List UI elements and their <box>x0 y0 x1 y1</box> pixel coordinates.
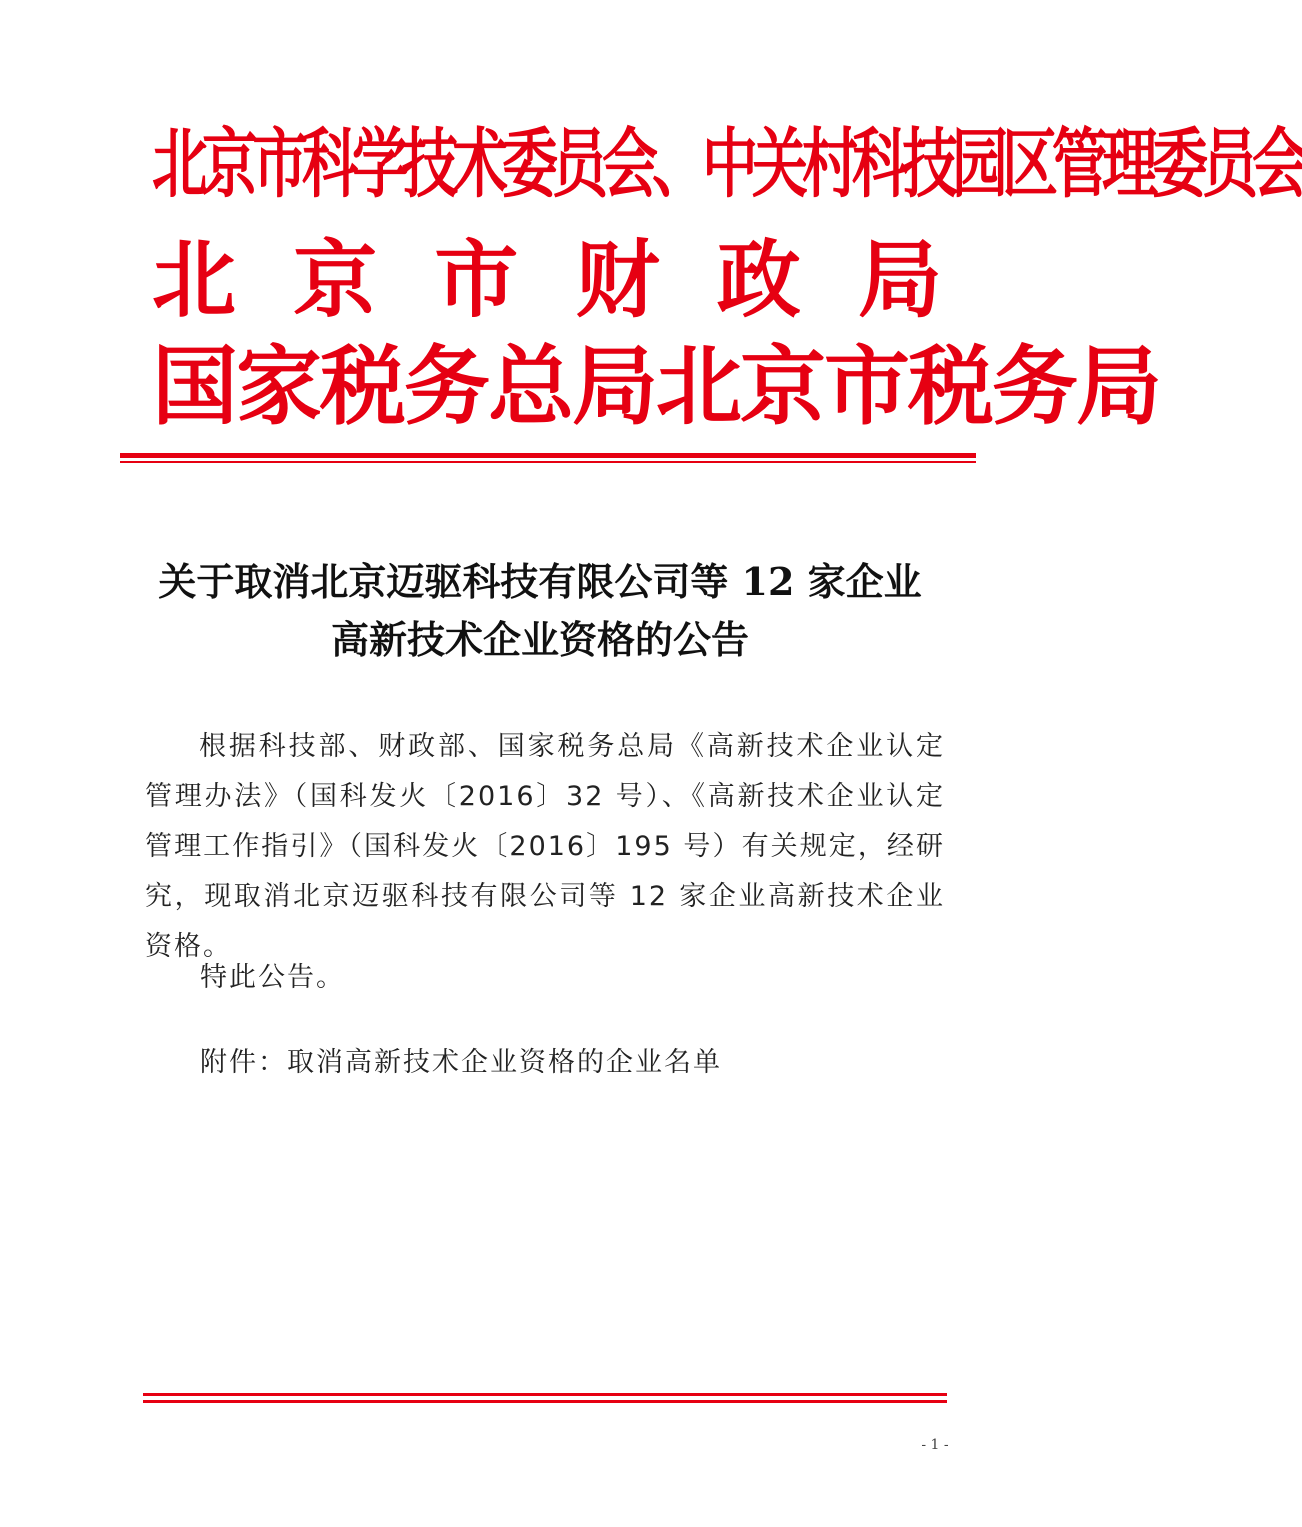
page-number: - 1 - <box>921 1437 949 1453</box>
footer-divider-thick <box>143 1393 947 1396</box>
issuer-header-char: 政 <box>716 231 801 329</box>
issuer-header-char: 北 <box>152 231 237 329</box>
notice-closing: 特此公告。 <box>200 962 345 993</box>
issuer-header-char: 京 <box>293 231 378 329</box>
issuer-header-line-1: 北京市科学技术委员会、中关村科技园区管理委员会 <box>152 121 1302 209</box>
issuer-header-char: 市 <box>434 231 519 329</box>
header-divider-thin <box>120 461 976 463</box>
issuer-header-line-2 <box>152 231 942 329</box>
attachment-line: 附件：取消高新技术企业资格的企业名单 <box>200 1047 722 1078</box>
issuer-header-char: 局 <box>857 231 942 329</box>
issuer-header-char: 财 <box>575 231 660 329</box>
footer-divider-thin <box>143 1400 947 1403</box>
issuer-header-line-3: 国家税务总局北京市税务局 <box>152 337 1160 437</box>
notice-title-line-2: 高新技术企业资格的公告 <box>330 617 749 662</box>
notice-title-line-1: 关于取消北京迈驱科技有限公司等 12 家企业 <box>158 559 922 604</box>
notice-body-paragraph: 根据科技部、财政部、国家税务总局《高新技术企业认定管理办法》（国科发火〔2016〕32 号）、《高新技术企业认定管理工作指引》（国科发火〔2016〕195 号）有关规定，经研究，现取消北京迈驱科技有限公司等 12 家企业高新技术企业资格。 <box>145 731 945 962</box>
header-divider-thick <box>120 453 976 458</box>
